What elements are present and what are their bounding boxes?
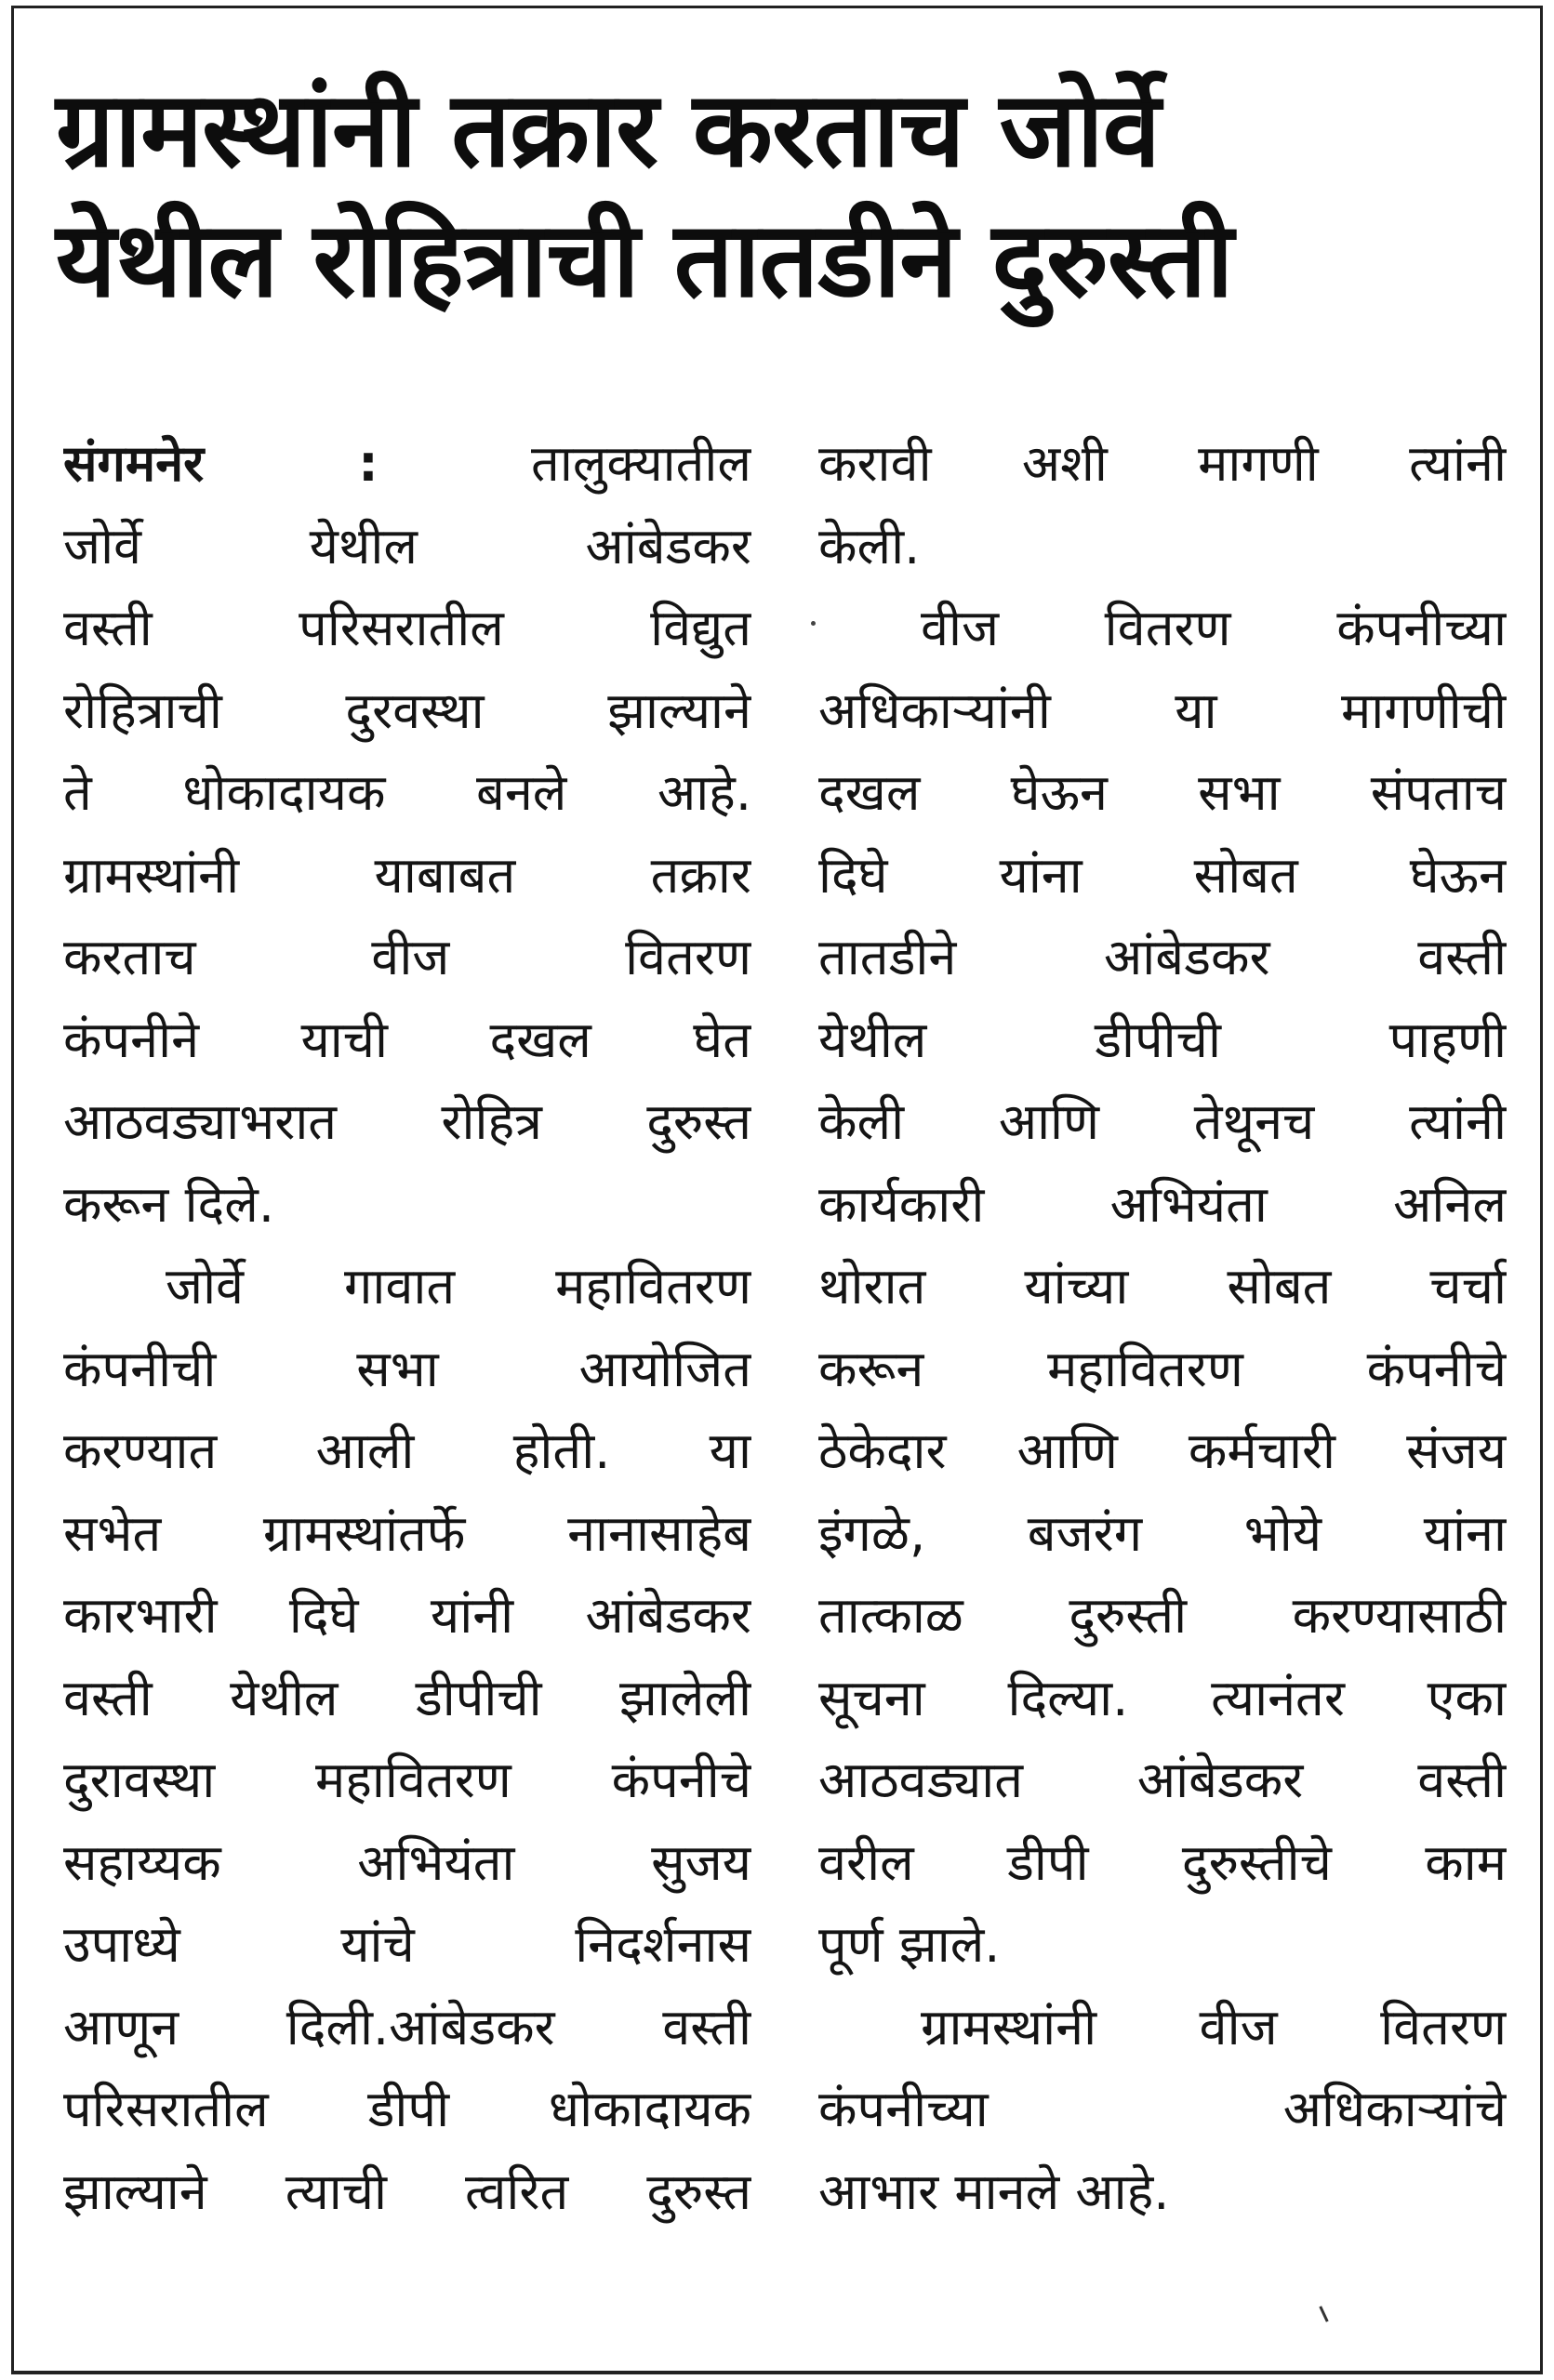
- column-line: जोर्वे गावात महावितरण: [166, 1257, 751, 1316]
- column-line: पूर्ण झाले.: [818, 1915, 1001, 1974]
- column-line: सहाय्यक अभियंता सुजय: [63, 1832, 751, 1892]
- column-line: तातडीने आंबेडकर वस्ती: [818, 928, 1507, 986]
- column-line: जोर्वे येथील आंबेडकर: [63, 516, 751, 575]
- column-line: कंपनीच्या अधिकाऱ्यांचे: [818, 2080, 1507, 2138]
- column-line: झाल्याने त्याची त्वरित दुरुस्त: [63, 2162, 751, 2221]
- column-line: वस्ती येथील डीपीची झालेली: [63, 1668, 751, 1727]
- column-line: केली आणि तेथूनच त्यांनी: [818, 1092, 1507, 1151]
- column-line: इंगळे, बजरंग भोये यांना: [818, 1503, 1507, 1563]
- first-line: [63, 423, 751, 506]
- column-line: करण्यात आली होती. या: [63, 1421, 751, 1480]
- column-line: करावी अशी मागणी त्यांनी: [818, 434, 1507, 493]
- column-line: ग्रामस्थांनी वीज वितरण: [921, 1997, 1507, 2056]
- column-line: आठवड्याभरात रोहित्र दुरुस्त: [63, 1092, 751, 1151]
- column-line: आठवड्यात आंबेडकर वस्ती: [818, 1751, 1507, 1809]
- column-line: आणून दिली.आंबेडकर वस्ती: [63, 1997, 751, 2056]
- column-line: कार्यकारी अभियंता अनिल: [818, 1174, 1507, 1234]
- column-line: केली.: [818, 516, 921, 575]
- column-line: थोरात यांच्या सोबत चर्चा: [818, 1257, 1507, 1316]
- column-line: वस्ती परिसरातील विद्युत: [63, 599, 751, 657]
- print-speck: [811, 621, 816, 626]
- column-line: परिसरातील डीपी धोकादायक: [63, 2080, 751, 2138]
- article-headline: [56, 65, 1507, 325]
- column-line: तात्काळ दुरुस्ती करण्यासाठी: [818, 1586, 1507, 1645]
- column-line: आभार मानले आहे.: [818, 2162, 1170, 2221]
- column-line: कंपनीची सभा आयोजित: [63, 1339, 751, 1398]
- column-line: ठेकेदार आणि कर्मचारी संजय: [818, 1421, 1507, 1480]
- article-column-right: [818, 423, 1507, 2233]
- column-line: सभेत ग्रामस्थांतर्फे नानासाहेब: [63, 1503, 751, 1563]
- column-line: करून महावितरण कंपनीचे: [818, 1339, 1507, 1398]
- article-column-left: [63, 423, 751, 2233]
- dateline: संगमनेर :: [63, 434, 379, 493]
- column-line: दुरावस्था महावितरण कंपनीचे: [63, 1751, 751, 1809]
- column-line: ग्रामस्थांनी याबाबत तक्रार: [63, 845, 751, 905]
- column-line: रोहित्राची दुरवस्था झाल्याने: [63, 681, 751, 740]
- column-line: दखल घेऊन सभा संपताच: [818, 763, 1507, 822]
- column-line: उपाध्ये यांचे निदर्शनास: [63, 1915, 751, 1974]
- column-line: वरील डीपी दुरुस्तीचे काम: [818, 1832, 1507, 1892]
- column-line: तालुक्यातील: [531, 434, 751, 493]
- column-line: करून दिले.: [63, 1174, 275, 1234]
- column-line: अधिकाऱ्यांनी या मागणीची: [818, 681, 1507, 740]
- column-line: सूचना दिल्या. त्यानंतर एका: [818, 1668, 1507, 1727]
- column-line: करताच वीज वितरण: [63, 928, 751, 986]
- headline-line-2: येथील रोहित्राची तातडीने दुरुस्ती: [56, 200, 1233, 321]
- column-line: कंपनीने याची दखल घेत: [63, 1010, 751, 1069]
- column-line: वीज वितरण कंपनीच्या: [921, 599, 1507, 657]
- column-line: येथील डीपीची पाहणी: [818, 1010, 1507, 1069]
- column-line: कारभारी दिघे यांनी आंबेडकर: [63, 1586, 751, 1645]
- headline-line-1: ग्रामस्थांनी तक्रार करताच जोर्वे: [56, 70, 1161, 191]
- column-line: ते धोकादायक बनले आहे.: [63, 763, 751, 822]
- column-line: दिघे यांना सोबत घेऊन: [818, 845, 1507, 905]
